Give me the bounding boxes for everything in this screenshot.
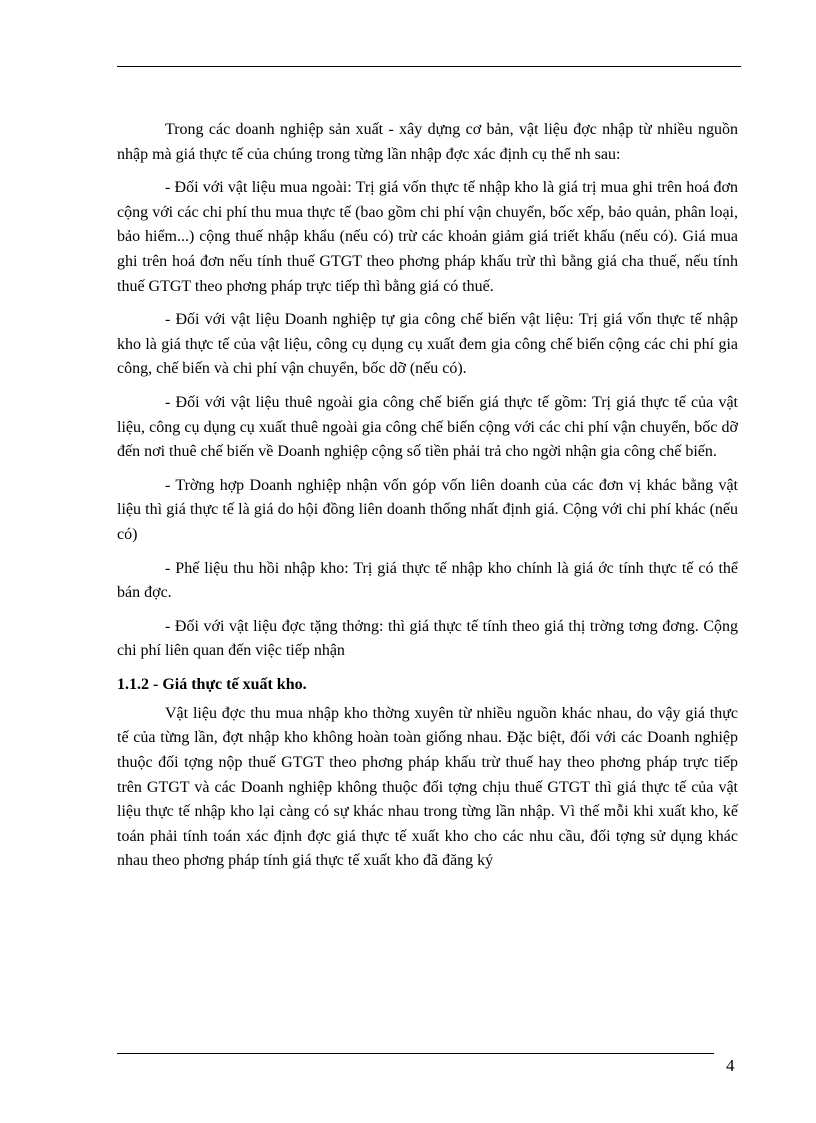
- body-paragraph: - Đối với vật liệu mua ngoài: Trị giá vốn thực tế nhập kho là giá trị mua ghi trên hoá đơn cộng với các chi phí thu mua thực tế (bao gồm chi phí vận chuyển, bốc xếp, bảo quản, phân loại, bảo hiểm...) cộng thuế nhập khẩu (nếu có) trừ các khoản giảm giá triết khấu (nếu có). Giá mua ghi trên hoá đơn nếu tính thuế GTGT theo phơng pháp khấu trừ thì bằng giá cha thuế, nếu tính thuế GTGT theo phơng pháp trực tiếp thì bằng giá có thuế.: [117, 179, 738, 295]
- body-paragraph: Trong các doanh nghiệp sản xuất - xây dựng cơ bản, vật liệu đợc nhập từ nhiều nguồn nhập mà giá thực tế của chúng trong từng lần nhập đợc xác định cụ thể nh sau:: [117, 121, 738, 163]
- footer-rule: [117, 1053, 714, 1054]
- page-number: 4: [726, 1056, 735, 1075]
- header-rule: [117, 66, 741, 67]
- page-body: [117, 118, 738, 883]
- section-paragraph: Vật liệu đợc thu mua nhập kho thờng xuyên từ nhiều nguồn khác nhau, do vậy giá thực tế của từng lần, đợt nhập kho không hoàn toàn giống nhau. Đặc biệt, đối với các Doanh nghiệp thuộc đối tợng nộp thuế GTGT theo phơng pháp khấu trừ thuế hay theo phơng pháp trực tiếp trên GTGT và các Doanh nghiệp không thuộc đối tợng chịu thuế GTGT thì giá thực tế của vật liệu thực tế nhập kho lại càng có sự khác nhau trong từng lần nhập. Vì thế mỗi khi xuất kho, kế toán phải tính toán xác định đợc giá thực tế xuất kho cho các nhu cầu, đối tợng sử dụng khác nhau theo phơng pháp tính giá thực tế xuất kho đã đăng ký: [117, 704, 738, 870]
- section-heading: 1.1.2 - Giá thực tế xuất kho.: [117, 675, 307, 693]
- body-paragraph: - Đối với vật liệu thuê ngoài gia công chế biến giá thực tế gồm: Trị giá thực tế của vật liệu, công cụ dụng cụ xuất thuê ngoài gia công chế biến cộng với các chi phí vận chuyển, bốc dỡ đến nơi thuê chế biến về Doanh nghiệp cộng số tiền phải trả cho ngời nhận gia công chế biến.: [117, 393, 738, 461]
- body-paragraph: - Đối với vật liệu Doanh nghiệp tự gia công chế biến vật liệu: Trị giá vốn thực tế nhập kho là giá thực tế của vật liệu, công cụ dụng cụ xuất đem gia công chế biến cộng các chi phí gia công, chế biến và chi phí vận chuyển, bốc dỡ (nếu có).: [117, 311, 738, 378]
- body-paragraph: - Phế liệu thu hồi nhập kho: Trị giá thực tế nhập kho chính là giá ớc tính thực tế có thể bán đợc.: [117, 559, 738, 602]
- body-paragraph: - Trờng hợp Doanh nghiệp nhận vốn góp vốn liên doanh của các đơn vị khác bằng vật liệu thì giá thực tế là giá do hội đồng liên doanh thống nhất định giá. Cộng với chi phí khác (nếu có): [117, 476, 738, 543]
- body-paragraph: - Đối với vật liệu đợc tặng thởng: thì giá thực tế tính theo giá thị trờng tơng đơng. Cộng chi phí liên quan đến việc tiếp nhận: [117, 617, 738, 660]
